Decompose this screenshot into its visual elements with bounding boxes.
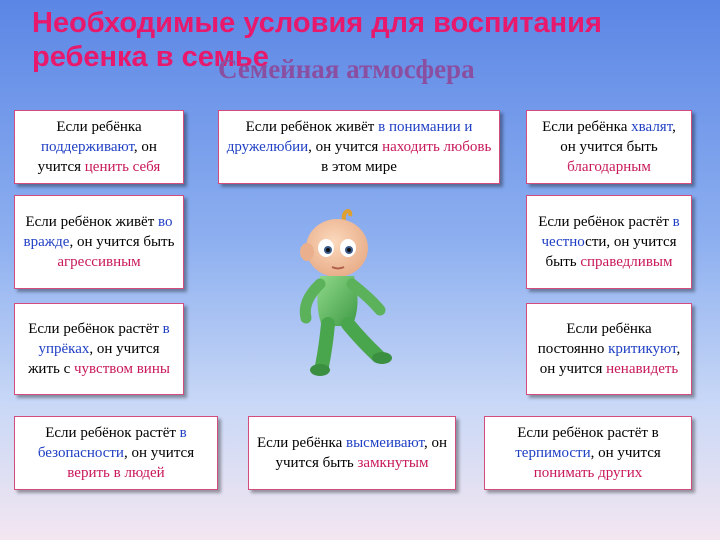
card-understanding: [218, 110, 500, 184]
card-tolerance: [484, 416, 692, 490]
card-outcome: ценить себя: [84, 159, 161, 175]
card-text: Если ребёнка постоянно: [537, 321, 652, 357]
card-condition: высмеивают: [346, 435, 424, 451]
card-honesty: [526, 195, 692, 289]
card-criticism: [526, 303, 692, 395]
card-text: Если ребёнок живёт: [25, 214, 159, 230]
card-outcome: справедливым: [580, 254, 673, 270]
card-outcome: понимать других: [533, 465, 643, 481]
card-condition: во вражде: [23, 214, 173, 250]
card-text: , он учится жить с: [28, 341, 160, 377]
card-condition: в безопасности: [37, 425, 187, 461]
card-condition: критикуют: [608, 341, 677, 357]
card-text: Если ребёнка: [56, 119, 142, 135]
card-text: Если ребёнка: [542, 119, 632, 135]
card-text: , он учится: [308, 139, 383, 155]
card-condition: в честно: [541, 214, 680, 250]
card-text: Если ребёнка: [256, 435, 346, 451]
card-text: , он учится: [539, 341, 681, 377]
card-text: Если ребёнок растёт: [538, 214, 673, 230]
page-title: Необходимые условия для воспитания ребенка в семье: [32, 7, 602, 73]
card-outcome: ненавидеть: [606, 361, 679, 377]
card-condition: хвалят: [631, 119, 673, 135]
card-text: Если ребёнок растёт в: [517, 425, 659, 441]
card-text: в этом мире: [321, 159, 397, 175]
card-ridicule: [248, 416, 456, 490]
card-condition: поддерживают: [41, 139, 134, 155]
card-text: , он учится: [123, 445, 195, 461]
card-text: , он учится быть: [560, 119, 676, 155]
card-text: , он учится: [37, 139, 157, 175]
baby-illustration: [292, 206, 402, 382]
card-condition: в понимании и дружелюбии: [226, 119, 473, 155]
card-safety: [14, 416, 218, 490]
card-text: , он учится быть: [69, 234, 175, 250]
card-text: Если ребёнок растёт: [28, 321, 163, 337]
card-outcome: агрессивным: [57, 254, 141, 270]
page-subtitle: Семейная атмосфера: [218, 54, 475, 84]
card-outcome: чувством вины: [74, 361, 170, 377]
card-outcome: верить в людей: [67, 465, 165, 481]
card-text: , он учится быть: [275, 435, 448, 471]
card-condition: терпимости: [515, 445, 591, 461]
card-reproach: [14, 303, 184, 395]
card-hostility: [14, 195, 184, 289]
card-text: сти, он учится быть: [545, 234, 677, 270]
card-praise: [526, 110, 692, 184]
card-condition: в упрёках: [38, 321, 170, 357]
card-support: [14, 110, 184, 184]
card-text: Если ребёнок живёт: [245, 119, 379, 135]
card-text: Если ребёнок растёт: [45, 425, 180, 441]
card-outcome: благодарным: [567, 159, 651, 175]
card-outcome: замкнутым: [357, 455, 429, 471]
card-text: , он учится: [590, 445, 661, 461]
card-outcome: находить любовь: [382, 139, 492, 155]
